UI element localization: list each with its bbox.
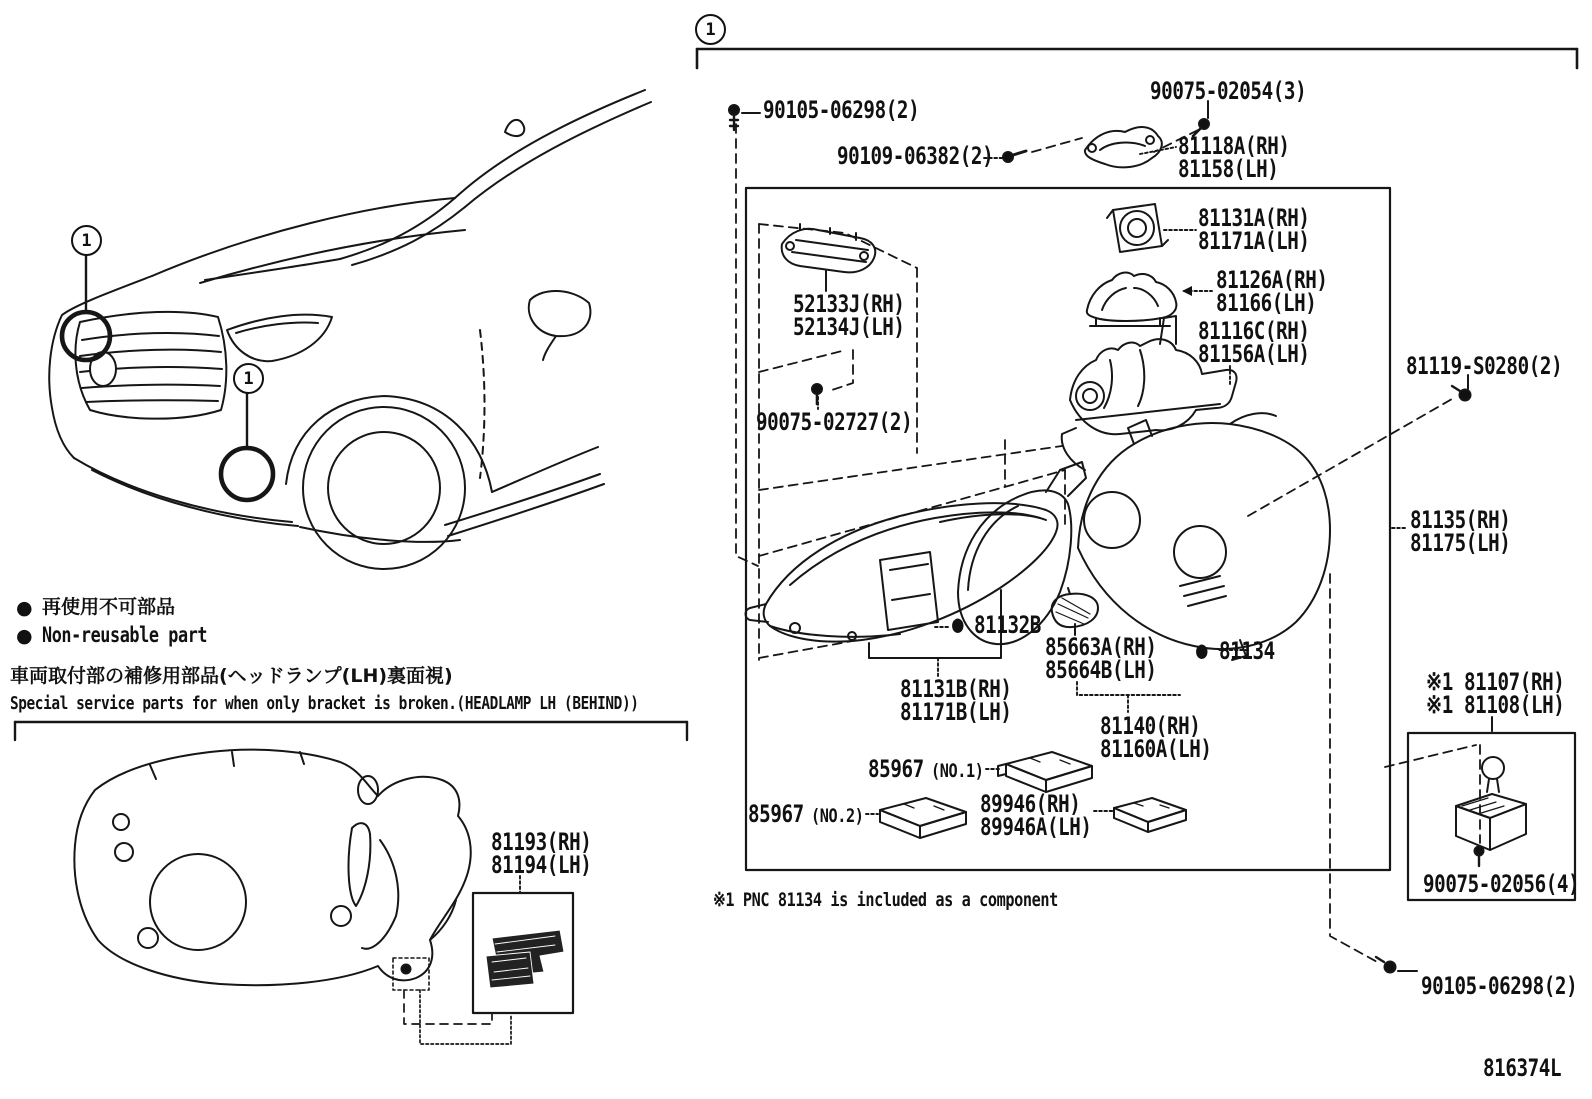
part-label-52133j-rh[interactable]: 52133J(RH) — [793, 290, 905, 318]
part-label-81116c-rh[interactable]: 81116C(RH) — [1198, 317, 1310, 345]
part-label-81119-s0280[interactable]: 81119-S0280(2) — [1406, 352, 1563, 380]
legend-bullet-en: ● — [16, 625, 33, 647]
callout-1-badge-car-a — [71, 225, 102, 256]
drawing-number: 816374L — [1483, 1054, 1562, 1082]
special-leader-lines — [404, 990, 511, 1044]
callout-1-text: 1 — [243, 368, 254, 389]
part-label-90105-06298-top[interactable]: 90105-06298(2) — [763, 96, 920, 124]
legend-text-en: Non-reusable part — [42, 623, 208, 647]
part-label-81131a-rh[interactable]: 81131A(RH) — [1198, 204, 1310, 232]
part-label-90105-06298-bottom[interactable]: 90105-06298(2) — [1421, 972, 1578, 1000]
part-label-81134[interactable]: 81134 — [1219, 637, 1275, 665]
part-label-85967-no2[interactable]: 85967 — [748, 800, 804, 828]
part-art-52133j-bracket — [782, 224, 876, 272]
part-label-90075-02054[interactable]: 90075-02054(3) — [1150, 77, 1307, 105]
part-art-ecu-85967-no2 — [880, 798, 966, 838]
screw-90105-bottom — [1376, 957, 1396, 973]
part-art-81131a-projector — [1107, 204, 1168, 252]
car-line-drawing — [49, 90, 651, 569]
part-label-85967-no1-note: (NO.1) — [931, 760, 984, 782]
part-label-85967-no2-note: (NO.2) — [811, 805, 864, 827]
part-art-ecu-85967-no1 — [998, 752, 1092, 792]
leader-arrowhead — [1182, 286, 1192, 296]
part-label-90075-02056[interactable]: 90075-02056(4) — [1423, 870, 1580, 898]
legend-bullet-jp: ● — [16, 597, 33, 619]
part-label-81156a-lh[interactable]: 81156A(LH) — [1198, 340, 1310, 368]
callout-1-badge-top — [695, 14, 726, 45]
part-label-89946a-lh[interactable]: 89946A(LH) — [980, 813, 1092, 841]
part-label-81118a-rh[interactable]: 81118A(RH) — [1178, 132, 1290, 160]
part-label-81171b-lh[interactable]: 81171B(LH) — [900, 698, 1012, 726]
part-label-52134j-lh[interactable]: 52134J(LH) — [793, 313, 905, 341]
part-label-81108-lh[interactable]: ※1 81108(LH) — [1426, 691, 1565, 719]
part-label-81175-lh[interactable]: 81175(LH) — [1410, 529, 1511, 557]
callout-1-badge-car-b — [233, 363, 264, 394]
part-label-81193-rh[interactable]: 81193(RH) — [491, 828, 592, 856]
screw-90109 — [1003, 151, 1026, 162]
screw-90105-top — [729, 105, 739, 130]
part-label-81107-rh[interactable]: ※1 81107(RH) — [1426, 668, 1565, 696]
part-label-81158-lh[interactable]: 81158(LH) — [1178, 155, 1279, 183]
special-service-note-jp: 車両取付部の補修用部品(ヘッドランプ(LH)裏面視) — [10, 665, 453, 687]
part-label-81131b-rh[interactable]: 81131B(RH) — [900, 675, 1012, 703]
part-art-81126a-bracket — [1087, 273, 1177, 326]
callout-1-text: 1 — [81, 230, 92, 251]
screw-90075-02056 — [1475, 847, 1484, 867]
headlamp-back-view — [74, 750, 470, 990]
part-art-ecu-89946 — [1114, 798, 1186, 832]
part-art-housing-81135 — [1062, 413, 1330, 664]
construction-dashed-lines — [736, 124, 1480, 963]
callout-1-text: 1 — [705, 19, 716, 40]
callout-bracket — [697, 49, 1577, 68]
part-label-85664b-lh[interactable]: 85664B(LH) — [1045, 656, 1157, 684]
screw-90075-02727 — [812, 384, 822, 404]
non-reusable-bullet-81134: ● — [1196, 636, 1208, 664]
part-label-81160a-lh[interactable]: 81160A(LH) — [1100, 735, 1212, 763]
special-service-bracket — [15, 722, 687, 740]
footnote-pnc-81134: ※1 PNC 81134 is included as a component — [713, 889, 1058, 911]
part-label-89946-rh[interactable]: 89946(RH) — [980, 790, 1081, 818]
part-art-81118a-bracket — [1085, 127, 1162, 167]
part-label-81135-rh[interactable]: 81135(RH) — [1410, 506, 1511, 534]
part-label-81166-lh[interactable]: 81166(LH) — [1216, 289, 1317, 317]
legend-text-jp: 再使用不可部品 — [42, 596, 176, 618]
part-label-85967-no1[interactable]: 85967 — [868, 755, 924, 783]
part-label-81171a-lh[interactable]: 81171A(LH) — [1198, 227, 1310, 255]
special-service-note-en: Special service parts for when only bracket is broken.(HEADLAMP LH (BEHIND)) — [10, 693, 639, 714]
part-label-90109-06382[interactable]: 90109-06382(2) — [837, 142, 994, 170]
non-reusable-bullet-81132b: ● — [952, 610, 964, 638]
part-label-81132b[interactable]: 81132B — [974, 611, 1041, 639]
part-label-81126a-rh[interactable]: 81126A(RH) — [1216, 266, 1328, 294]
part-label-81140-rh[interactable]: 81140(RH) — [1100, 712, 1201, 740]
part-label-81194-lh[interactable]: 81194(LH) — [491, 851, 592, 879]
part-art-81193-brackets — [486, 930, 564, 988]
part-label-85663a-rh[interactable]: 85663A(RH) — [1045, 633, 1157, 661]
part-label-90075-02727[interactable]: 90075-02727(2) — [756, 408, 913, 436]
screw-81193 — [402, 965, 411, 974]
